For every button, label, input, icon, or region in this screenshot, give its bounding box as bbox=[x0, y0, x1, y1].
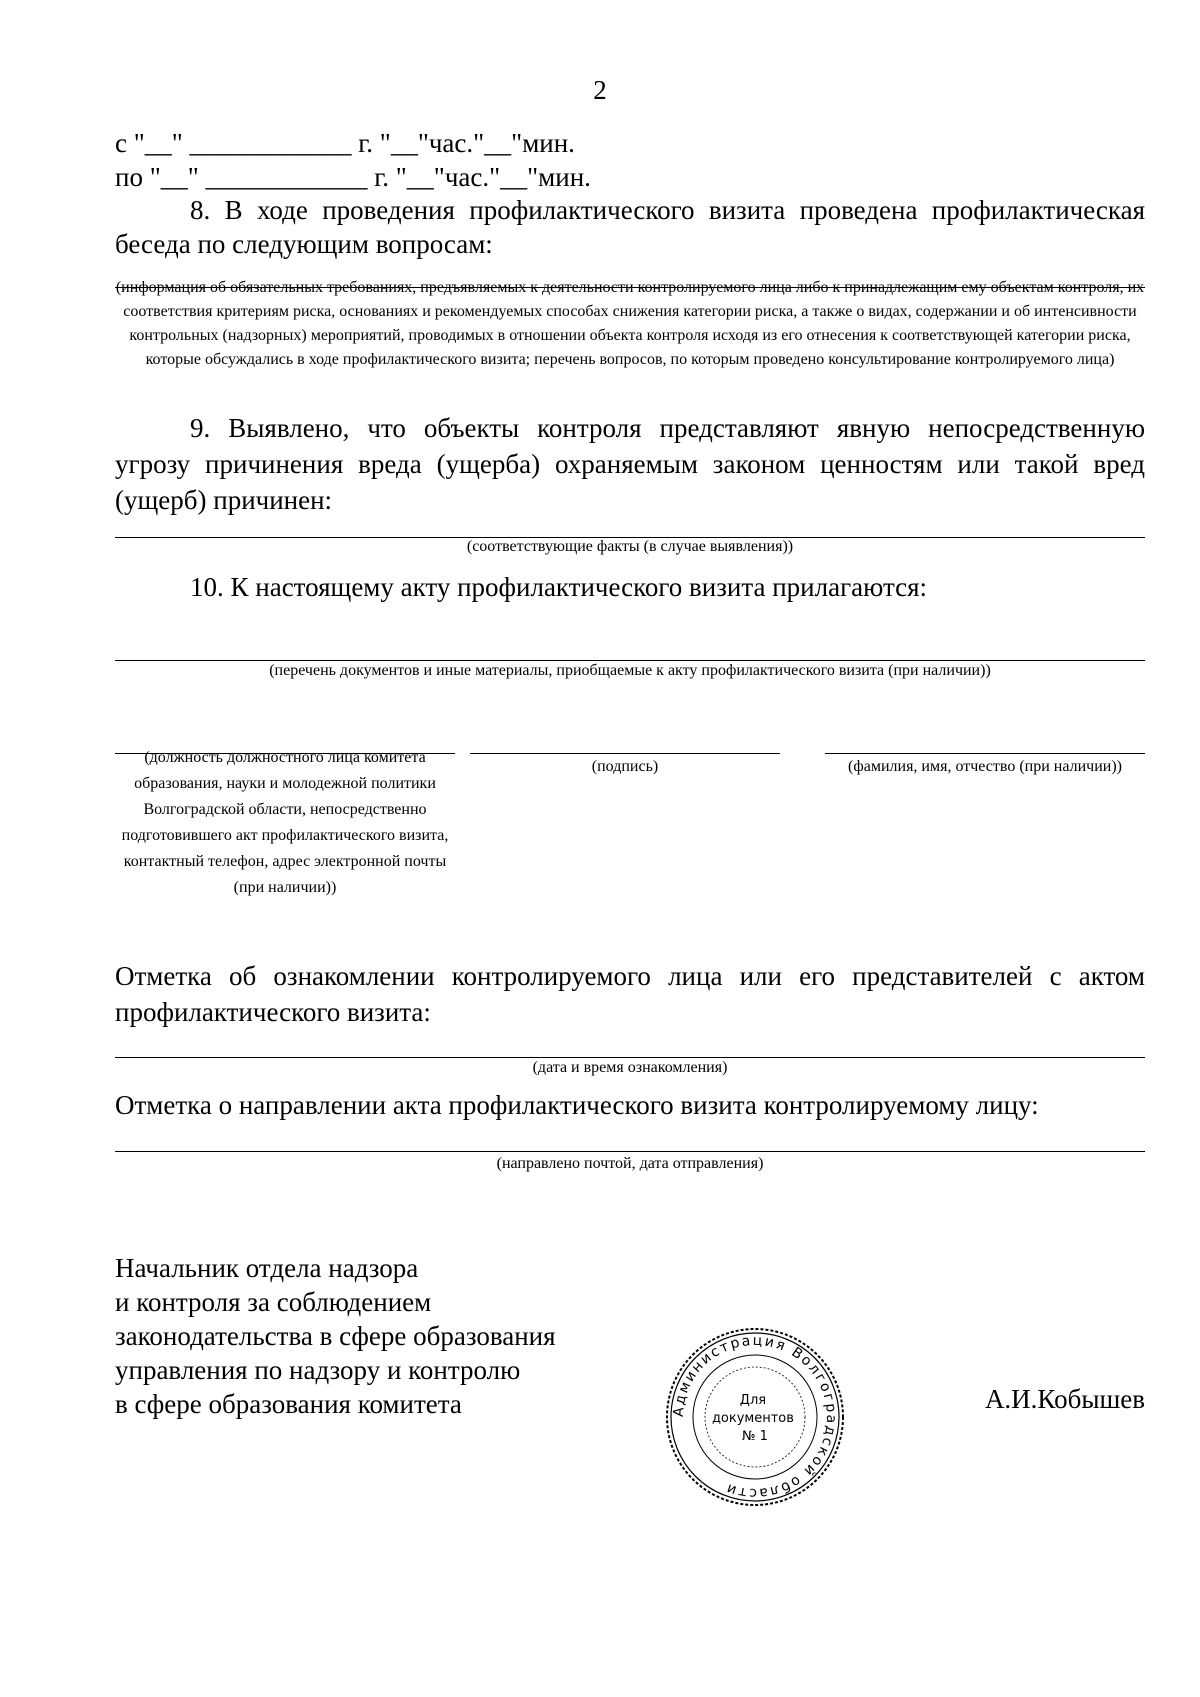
official-name: А.И.Кобышев bbox=[984, 1384, 1145, 1414]
name-line bbox=[825, 753, 1145, 754]
official-title-line: законодательства в сфере образования bbox=[115, 1321, 556, 1351]
period-to: по "__" ____________ г. "__"час."__"мин. bbox=[115, 162, 591, 192]
name-caption: (фамилия, имя, отчество (при наличии)) bbox=[848, 758, 1122, 775]
stamp-center-line: № 1 bbox=[742, 1429, 768, 1444]
signature-caption: (подпись) bbox=[591, 758, 659, 775]
sending-text: Отметка о направлении акта профилактического визита контролируемому лицу: bbox=[115, 1090, 1039, 1120]
item-8-text: 8. В ходе проведения профилактического визита проведена профилактическая беседа по следующим вопросам: bbox=[115, 195, 1145, 259]
stamp-outer-text: Администрация Волгоградской области bbox=[670, 1332, 840, 1502]
sending-caption: (направлено почтой, дата отправления) bbox=[496, 1155, 764, 1172]
item-8-caption: (информация об обязательных требованиях, предъявляемых к деятельности контролируемого лица либо к принадлежащим ему объектам контроля, их соответствия критериям риска, основаниях и рекомендуемых способах снижения категории риска, а также о видах, содержании и об интенсивности контрольных (надзорных) мероприятий, проводимых в отношении объекта контроля исходя из его отнесения к соответствующей категории риска, которые обсуждались в ходе профилактического визита; перечень вопросов, по которым проведено консультирование контролируемого лица) bbox=[115, 279, 1145, 368]
official-title-line: Начальник отдела надзора bbox=[115, 1253, 419, 1283]
svg-text:Для документов № 1 bbox=[712, 1393, 798, 1444]
item-9-text: 9. Выявлено, что объекты контроля представляют явную непосредственную угрозу причинения вреда (ущерба) охраняемым законом ценностям или такой вред (ущерб) причинен: bbox=[115, 413, 1145, 515]
acquaintance-caption: (дата и время ознакомления) bbox=[532, 1059, 728, 1076]
stamp-center-line: Для bbox=[739, 1393, 767, 1408]
page-number: 2 bbox=[593, 75, 607, 105]
acquaintance-text: Отметка об ознакомлении контролируемого лица или его представителей с актом профилактического визита: bbox=[115, 961, 1145, 1027]
official-title-line: в сфере образования комитета bbox=[115, 1389, 462, 1419]
item-10-text: 10. К настоящему акту профилактического визита прилагаются: bbox=[190, 572, 927, 602]
period-from: с "__" ____________ г. "__"час."__"мин. bbox=[115, 128, 575, 158]
official-title-line: управления по надзору и контролю bbox=[115, 1355, 521, 1385]
position-caption: (должность должностного лица комитета образования, науки и молодежной политики Волгоградской области, непосредственно подготовившего акт профилактического визита, контактный телефон, адрес электронной почты (при наличии)) bbox=[121, 749, 449, 896]
official-stamp bbox=[660, 1322, 850, 1512]
signature-line bbox=[470, 753, 780, 754]
item-9-caption: (соответствующие факты (в случае выявления)) bbox=[466, 538, 794, 555]
official-title-line: и контроля за соблюдением bbox=[115, 1287, 432, 1317]
official-title bbox=[115, 1251, 556, 1421]
item-10-caption: (перечень документов и иные материалы, приобщаемые к акту профилактического визита (при наличии)) bbox=[269, 662, 991, 679]
stamp-center-line: документов bbox=[711, 1411, 794, 1426]
